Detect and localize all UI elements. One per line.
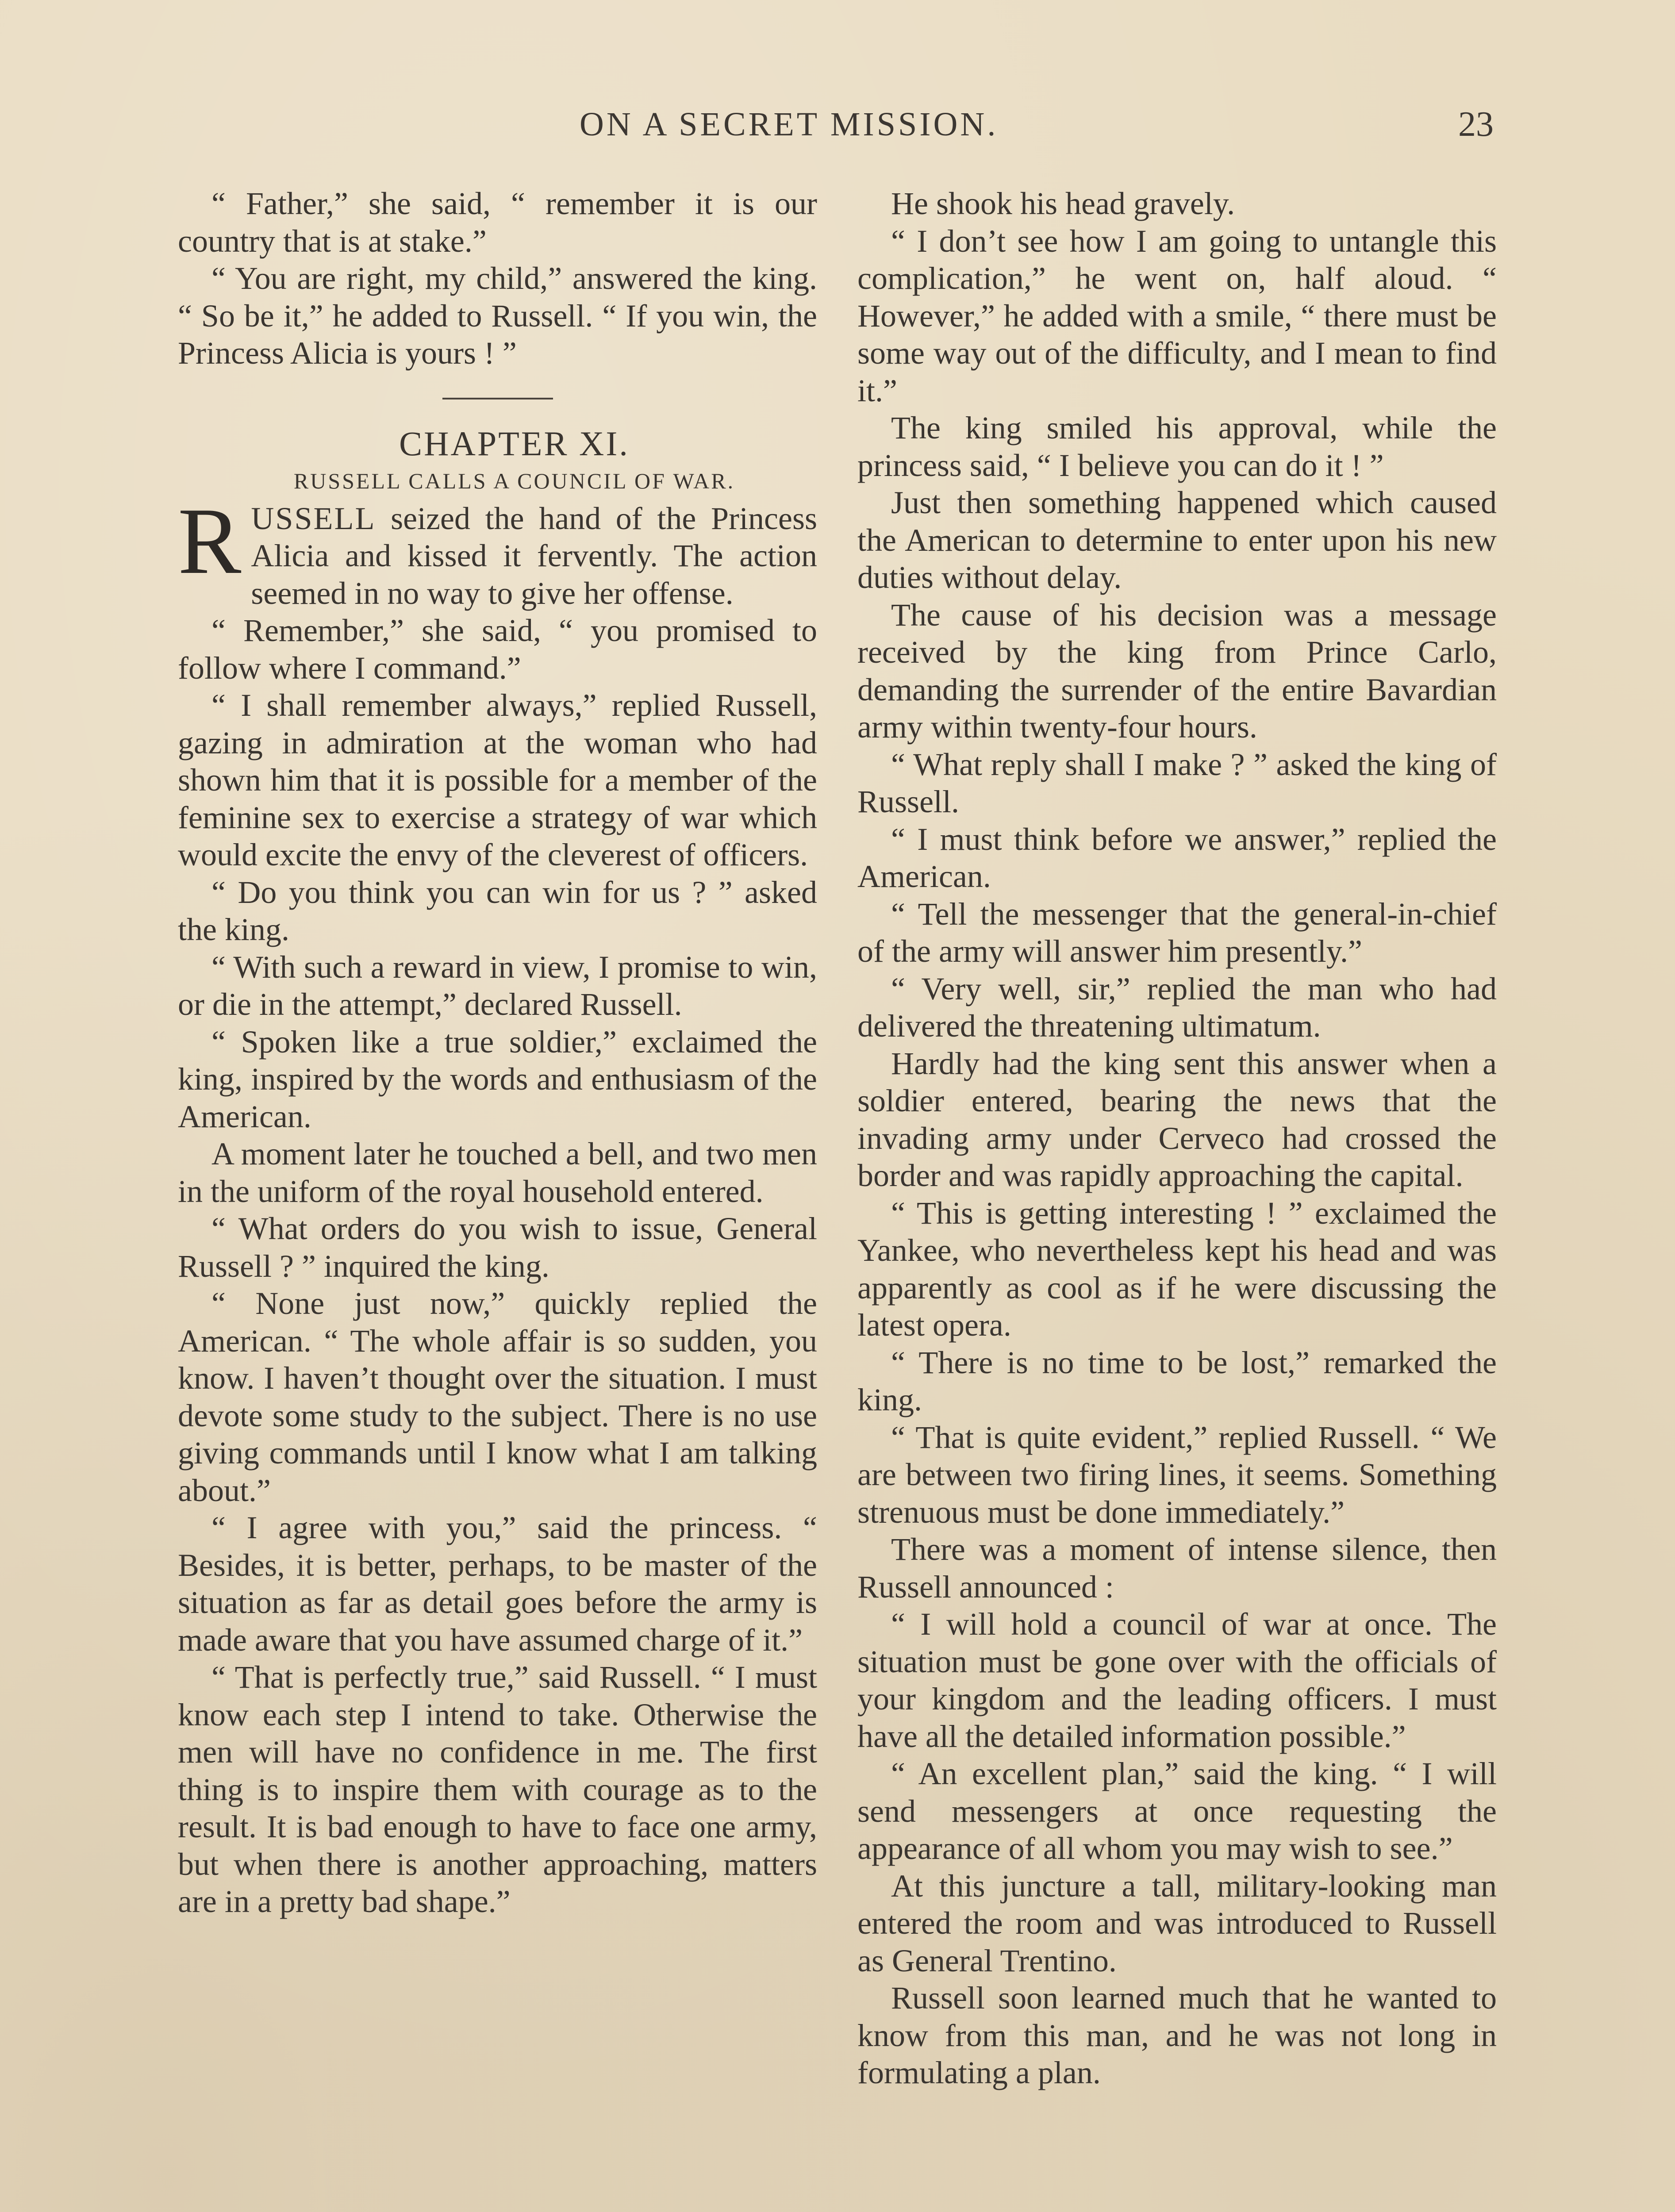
paragraph: “ An excellent plan,” said the king. “ I will send messengers at once requesting the appearance of all whom you may wish to see.” [857, 1756, 1497, 1866]
paragraph: “ This is getting interesting ! ” exclaimed the Yankee, who nevertheless kept his head and was apparently as cool as if he were discussing the latest opera. [857, 1195, 1497, 1343]
paragraph: “ I will hold a council of war at once. The situation must be gone over with the officials of your kingdom and the leading officers. I must have all the detailed information possible.” [857, 1606, 1497, 1754]
left-column [178, 185, 817, 1920]
paragraph: “ There is no time to be lost,” remarked the king. [857, 1344, 1497, 1417]
right-column [857, 185, 1497, 2092]
paragraph: The cause of his decision was a message received by the king from Prince Carlo, demanding the surrender of the entire Bavardian army within twenty-four hours. [857, 597, 1497, 745]
paragraph: At this juncture a tall, military-looking man entered the room and was introduced to Russell as General Trentino. [857, 1868, 1497, 1978]
section-divider [442, 398, 553, 399]
chapter-title: CHAPTER XI. [399, 424, 630, 463]
paragraph: “ What reply shall I make ? ” asked the king of Russell. [857, 746, 1497, 819]
paragraph: “ I shall remember always,” replied Russell, gazing in admiration at the woman who had shown him that it is possible for a member of the feminine sex to exercise a strategy of war which would excite the envy of the cleverest of officers. [178, 687, 817, 872]
paragraph: Russell soon learned much that he wanted to know from this man, and he was not long in formulating a plan. [857, 1980, 1497, 2090]
chapter-subtitle: RUSSELL CALLS A COUNCIL OF WAR. [293, 469, 735, 493]
paragraph: “ What orders do you wish to issue, General Russell ? ” inquired the king. [178, 1211, 817, 1284]
paragraph: Hardly had the king sent this answer when a soldier entered, bearing the news that the invading army under Cerveco had crossed the border and was rapidly approaching the capital. [857, 1045, 1497, 1193]
paragraph: “ Spoken like a true soldier,” exclaimed the king, inspired by the words and enthusiasm of the American. [178, 1024, 817, 1134]
paragraph: There was a moment of intense silence, then Russell announced : [857, 1532, 1497, 1605]
paragraph: “ None just now,” quickly replied the American. “ The whole affair is so sudden, you know. I haven’t thought over the situation. I must devote some study to the subject. There is no use giving commands until I know what I am talking about.” [178, 1286, 817, 1508]
page-number: 23 [1458, 105, 1494, 144]
paragraph: He shook his head gravely. [891, 186, 1235, 221]
paragraph: Just then something happened which caused the American to determine to enter upon his new duties without delay. [857, 485, 1497, 595]
opening-caps: USSELL [251, 500, 376, 536]
opening-text: seized the hand of the Princess Alicia and kissed it fervently. The action seemed in no way to give her offense. [251, 500, 817, 611]
paragraph: A moment later he touched a bell, and two men in the uniform of the royal household entered. [178, 1136, 817, 1209]
paragraph: “ You are right, my child,” answered the king. “ So be it,” he added to Russell. “ If you win, the Princess Alicia is yours ! ” [178, 261, 817, 371]
drop-cap: R [178, 488, 242, 594]
paragraph: “ Remember,” she said, “ you promised to follow where I command.” [178, 613, 817, 686]
paragraph: “ Father,” she said, “ remember it is our country that is at stake.” [178, 186, 817, 259]
paragraph: “ Very well, sir,” replied the man who had delivered the threatening ultimatum. [857, 971, 1497, 1044]
paragraph: “ Tell the messenger that the general-in-chief of the army will answer him presently.” [857, 896, 1497, 969]
chapter-opening-paragraph [178, 488, 817, 612]
paragraph: The king smiled his approval, while the princess said, “ I believe you can do it ! ” [857, 410, 1497, 483]
paragraph: “ With such a reward in view, I promise to win, or die in the attempt,” declared Russell. [178, 949, 817, 1022]
paragraph: “ I don’t see how I am going to untangle this complication,” he went on, half aloud. “ However,” he added with a smile, “ there must be some way out of the difficulty, and I mean to find it.” [857, 223, 1497, 408]
paragraph: “ That is perfectly true,” said Russell. “ I must know each step I intend to take. Otherwise the men will have no confidence in me. The first thing is to inspire them with courage as to the result. It is bad enough to have to face one army, but when there is another approaching, matters are in a pretty bad shape.” [178, 1659, 817, 1919]
running-head: ON A SECRET MISSION. [580, 106, 999, 143]
paragraph: “ That is quite evident,” replied Russell. “ We are between two firing lines, it seems. Something strenuous must be done immediately.” [857, 1419, 1497, 1530]
paragraph: “ I agree with you,” said the princess. “ Besides, it is better, perhaps, to be master of the situation as far as detail goes before the army is made aware that you have assumed charge of it.” [178, 1510, 817, 1658]
paragraph: “ I must think before we answer,” replied the American. [857, 821, 1497, 894]
paragraph: “ Do you think you can win for us ? ” asked the king. [178, 874, 817, 947]
